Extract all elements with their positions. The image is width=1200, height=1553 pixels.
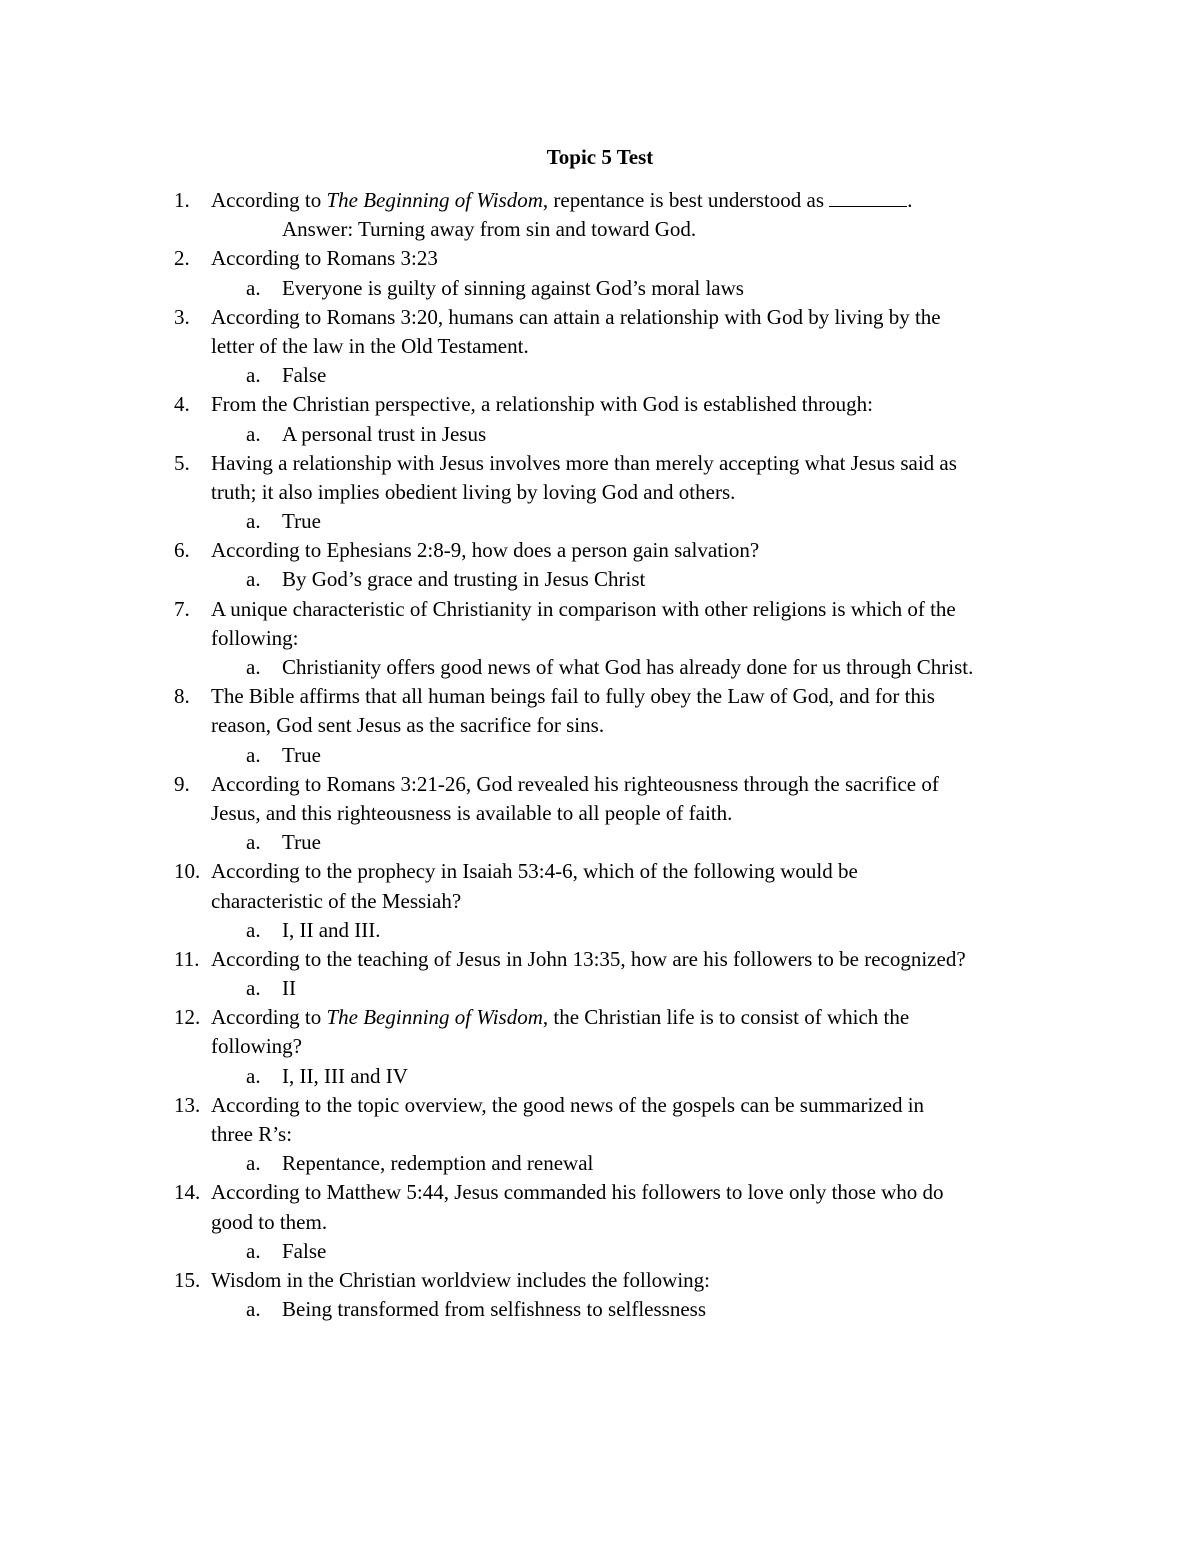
answer-line [0,1062,1200,1091]
question-number: 11. [174,946,200,971]
question-9 [0,770,1200,799]
question-text-part: According to [211,1005,327,1030]
question-number: 15. [174,1267,201,1292]
question-text: According to the teaching of Jesus in John 13:35, how are his followers to be recognized? [211,946,966,971]
question-number: 13. [174,1092,201,1117]
answer-text: True [282,742,321,767]
question-text: According to Matthew 5:44, Jesus commanded his followers to love only those who do [211,1180,944,1205]
question-text: According to Ephesians 2:8-9, how does a person gain salvation? [211,538,760,563]
answer-text: True [282,830,321,855]
answer-line [0,1149,1200,1178]
question-number: 9. [174,771,190,796]
answer-line [0,565,1200,594]
answer-text: False [282,1238,327,1263]
question-text [211,1003,909,1032]
question-number: 10. [174,859,201,884]
question-12 [0,1003,1200,1032]
question-6 [0,536,1200,565]
question-text: Jesus, and this righteousness is available to all people of faith. [211,800,733,825]
question-text: reason, God sent Jesus as the sacrifice for sins. [211,713,605,738]
answer-line [0,828,1200,857]
question-text-continued [0,1208,1200,1237]
answer-letter: a. [246,1238,261,1263]
answer-letter: a. [246,830,261,855]
question-5 [0,449,1200,478]
question-number: 6. [174,538,190,563]
question-text-continued [0,1032,1200,1061]
question-text: letter of the law in the Old Testament. [211,333,529,358]
question-number: 12. [174,1005,201,1030]
book-title: The Beginning of Wisdom [326,188,543,212]
question-number: 8. [174,684,190,709]
question-text: truth; it also implies obedient living by loving God and others. [211,479,736,504]
question-text: A unique characteristic of Christianity in comparison with other religions is which of the [211,596,956,621]
question-text-continued [0,478,1200,507]
question-text-continued [0,332,1200,361]
answer-letter: a. [246,917,261,942]
question-text: following: [211,625,299,650]
question-text-continued [0,711,1200,740]
question-number: 7. [174,596,190,621]
question-text: From the Christian perspective, a relationship with God is established through: [211,392,873,417]
answer-text: Answer: Turning away from sin and toward God. [282,217,697,242]
answer-text: True [282,509,321,534]
question-11 [0,945,1200,974]
question-text [211,186,913,215]
answer-text: II [282,976,296,1001]
answer-letter: a. [246,275,261,300]
question-15 [0,1266,1200,1295]
answer-letter: a. [246,421,261,446]
question-number: 5. [174,450,190,475]
page-title: Topic 5 Test [546,145,654,169]
answer-letter: a. [246,655,261,679]
question-text-continued [0,799,1200,828]
question-text: Having a relationship with Jesus involves more than merely accepting what Jesus said as [211,450,957,475]
question-text: According to the prophecy in Isaiah 53:4-6, which of the following would be [211,859,858,884]
question-text: According to Romans 3:21-26, God revealed his righteousness through the sacrifice of [211,771,939,796]
question-text: According to Romans 3:23 [211,246,438,271]
question-number: 14. [174,1180,201,1205]
question-3 [0,303,1200,332]
answer-letter: a. [246,1063,261,1088]
question-14 [0,1178,1200,1207]
answer-line [0,1295,1200,1324]
question-number: 4. [174,392,190,417]
question-number: 3. [174,304,190,329]
answer-line [0,974,1200,1003]
question-text-part: , repentance is best understood as [542,188,830,212]
answer-line [0,361,1200,390]
question-text-part: , the Christian life is to consist of which the [542,1005,910,1030]
answer-letter: a. [246,1151,261,1176]
answer-letter: a. [246,1297,261,1322]
answer-letter: a. [246,567,261,592]
answer-text: By God’s grace and trusting in Jesus Christ [282,567,646,592]
answer-line [0,215,1200,244]
answer-letter: a. [246,363,261,388]
answer-line [0,653,1200,682]
question-7 [0,595,1200,624]
question-1 [0,186,1200,215]
question-text: According to Romans 3:20, humans can attain a relationship with God by living by the [211,304,941,329]
question-text: The Bible affirms that all human beings fail to fully obey the Law of God, and for this [211,684,935,709]
answer-letter: a. [246,742,261,767]
question-text: Wisdom in the Christian worldview includes the following: [211,1267,711,1292]
answer-blank [829,190,907,207]
answer-text: Being transformed from selfishness to selflessness [282,1297,707,1322]
question-text: following? [211,1034,302,1059]
answer-line [0,274,1200,303]
answer-letter: a. [246,976,261,1001]
question-number: 1. [174,188,190,212]
question-text-part: According to [211,188,327,212]
question-10 [0,857,1200,886]
question-text: characteristic of the Messiah? [211,888,462,913]
question-4 [0,390,1200,419]
question-list [0,186,1200,1324]
question-13 [0,1091,1200,1120]
answer-text: Christianity offers good news of what God has already done for us through Christ. [282,655,974,679]
answer-text: False [282,363,327,388]
question-text-part: . [907,188,913,212]
answer-text: I, II, III and IV [282,1063,408,1088]
answer-text: A personal trust in Jesus [282,421,487,446]
answer-line [0,507,1200,536]
answer-text: Repentance, redemption and renewal [282,1151,594,1176]
question-text: According to the topic overview, the good news of the gospels can be summarized in [211,1092,925,1117]
question-8 [0,682,1200,711]
question-2 [0,244,1200,273]
answer-line [0,420,1200,449]
answer-line [0,1237,1200,1266]
answer-line [0,916,1200,945]
question-text-continued [0,624,1200,653]
book-title: The Beginning of Wisdom [326,1005,543,1030]
answer-line [0,741,1200,770]
question-text-continued [0,1120,1200,1149]
question-text: three R’s: [211,1122,293,1146]
question-number: 2. [174,246,190,271]
answer-letter: a. [246,509,261,534]
answer-text: I, II and III. [282,917,381,942]
answer-text: Everyone is guilty of sinning against God’s moral laws [282,275,744,300]
question-text-continued [0,887,1200,916]
question-text: good to them. [211,1209,328,1234]
